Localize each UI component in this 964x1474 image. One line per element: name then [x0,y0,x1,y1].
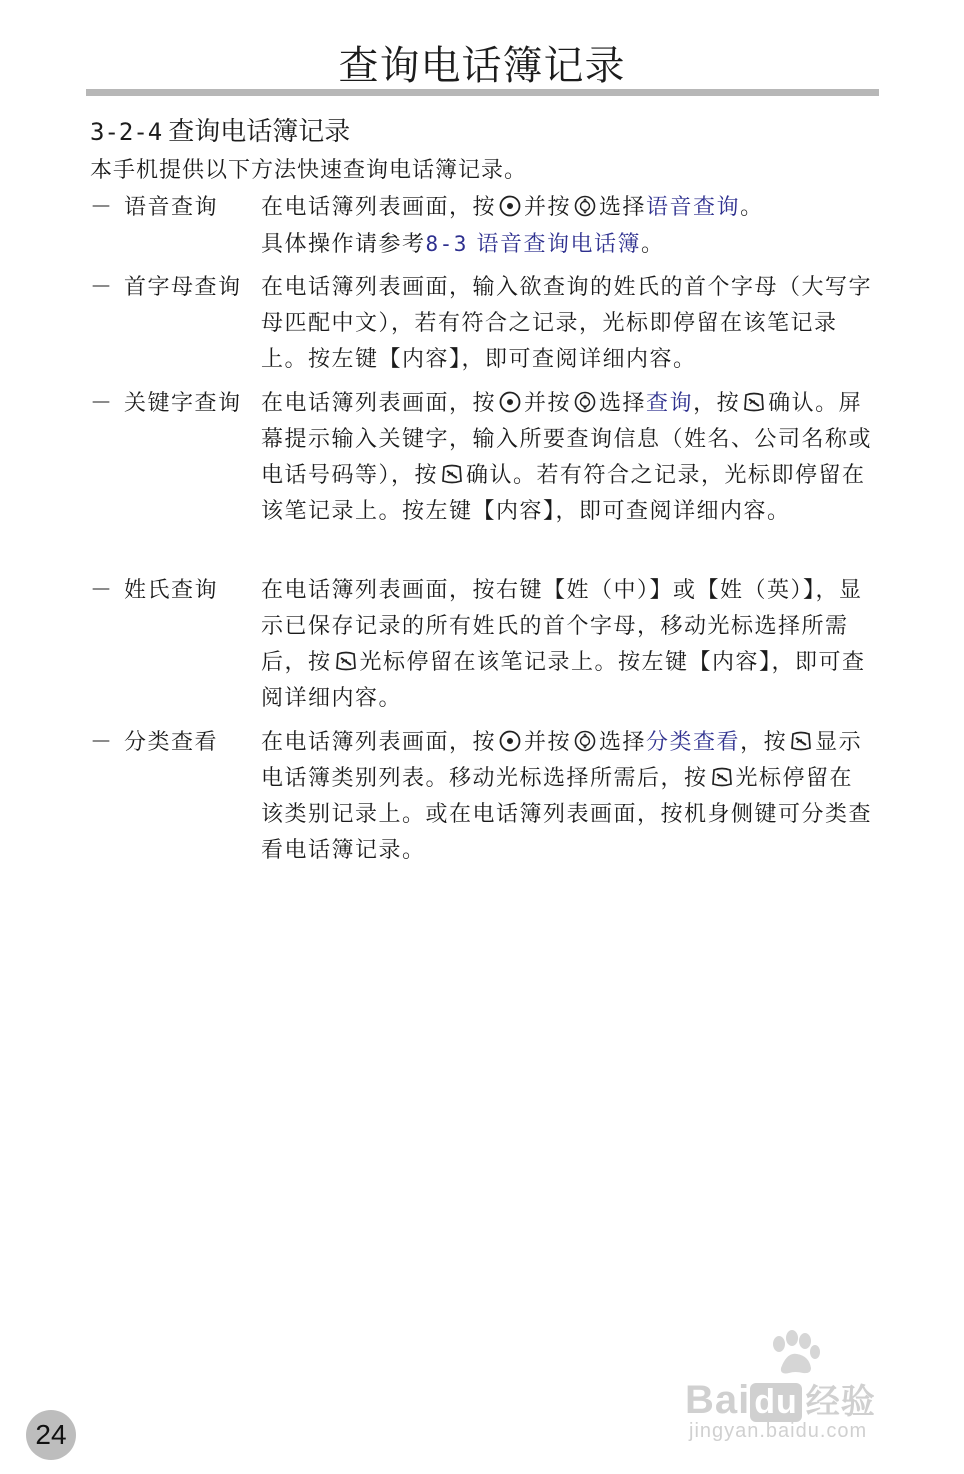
item-dash: － [90,730,114,755]
item-dash: － [90,275,114,300]
intro-text: 本手机提供以下方法快速查询电话簿记录。 [90,158,528,183]
voice-search-link[interactable]: 语音查询 [646,195,741,220]
ok-key-icon [711,766,733,788]
ok-key-icon [441,463,463,485]
voice-phonebook-link[interactable]: 语音查询电话簿 [476,232,641,257]
text-segment: 确认。若有符合之记录，光标即停留在该笔记录上。按左键【内容】，即可查阅详细内容。 [261,463,866,524]
text-segment: 选择 [599,195,647,220]
item-description [261,725,876,869]
center-key-icon [499,391,521,413]
center-key-icon [499,195,521,217]
title-divider [86,89,879,96]
nav-key-icon [574,195,596,217]
reference-number[interactable]: 8-3 [425,232,468,256]
ok-key-icon [790,730,812,752]
baidu-logo [685,1374,876,1423]
section-number: 3-2-4 [90,118,163,146]
text-segment: 选择 [599,730,647,755]
nav-key-icon [574,730,596,752]
logo-du: du [750,1383,802,1422]
item-dash: － [90,578,114,603]
text-segment: ，按 [693,391,741,416]
category-view-link[interactable]: 分类查看 [646,730,741,755]
text-segment: 在电话簿列表画面，按 [261,195,497,220]
text-segment: ，按 [740,730,788,755]
ok-key-icon [335,650,357,672]
item-description [261,386,876,530]
text-segment: 光标停留在该笔记录上。按左键【内容】，即可查阅详细内容。 [261,650,866,711]
text-segment: 并按 [524,195,572,220]
text-segment: 。 [640,232,665,257]
search-link[interactable]: 查询 [646,391,694,416]
item-dash: － [90,195,114,220]
text-segment: 在电话簿列表画面，按 [261,391,497,416]
logo-cn: 经验 [805,1383,876,1421]
section-heading [90,114,350,150]
text-segment: 选择 [599,391,647,416]
text-segment: 显示电话簿类别列表。移动光标选择所需后，按 [261,730,863,791]
item-term: 首字母查询 [124,275,242,300]
item-description [261,190,876,263]
text-segment: 在电话簿列表画面，按 [261,730,497,755]
page-number-badge: 24 [26,1410,76,1460]
text-segment: 。 [740,195,764,220]
watermark-url: jingyan.baidu.com [689,1420,868,1442]
page-title: 查询电话簿记录 [338,43,626,89]
logo-text: Bai [685,1378,751,1422]
text-segment: 在电话簿列表画面，按右键【姓（中）】或【姓（英）】，显示已保存记录的所有姓氏的首个字母，移动光标选择所需后，按 [261,578,863,675]
item-term: 分类查看 [124,730,219,755]
text-segment: 具体操作请参考 [261,232,426,257]
item-description [261,573,876,717]
item-description: 在电话簿列表画面，输入欲查询的姓氏的首个字母（大写字母匹配中文），若有符合之记录，光标即停留在该笔记录上。按左键【内容】，即可查阅详细内容。 [261,275,873,372]
text-segment: 并按 [524,730,572,755]
paw-icon [765,1330,825,1375]
item-term: 语音查询 [124,195,219,220]
text-segment: 光标停留在该类别记录上。或在电话簿列表画面，按机身侧键可分类查看电话簿记录。 [261,766,873,863]
nav-key-icon [574,391,596,413]
item-term: 姓氏查询 [124,578,219,603]
section-title: 查询电话簿记录 [168,117,351,147]
text-segment: 并按 [524,391,572,416]
baidu-watermark [685,1330,915,1440]
ok-key-icon [743,391,765,413]
center-key-icon [499,730,521,752]
item-term: 关键字查询 [124,391,242,416]
text-segment: 确认。屏幕提示输入关键字，输入所要查询信息（姓名、公司名称或电话号码等），按 [261,391,873,488]
item-dash: － [90,391,114,416]
